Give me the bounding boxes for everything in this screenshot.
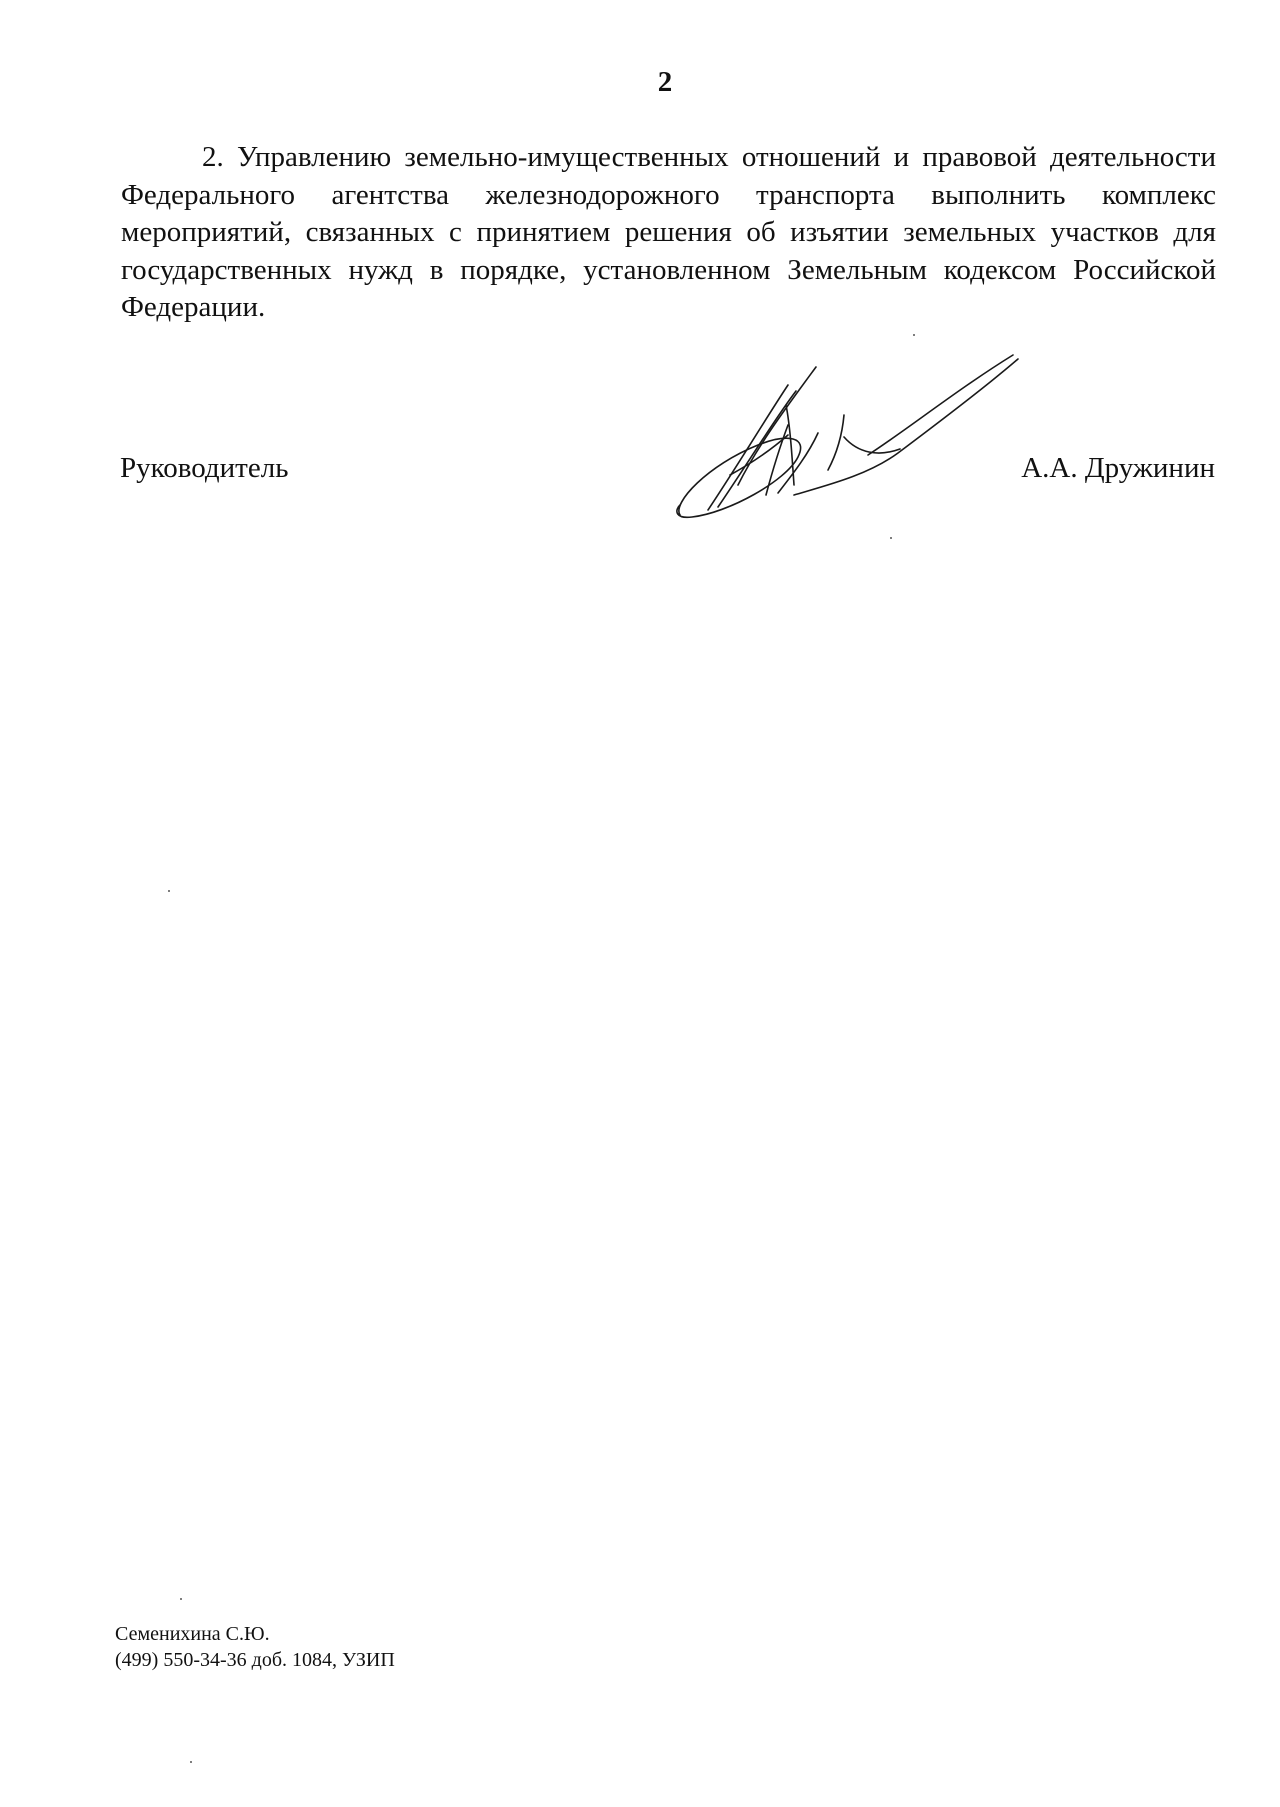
scan-speck bbox=[168, 890, 170, 892]
scan-speck bbox=[913, 334, 915, 336]
executor-name: Семенихина С.Ю. bbox=[115, 1623, 270, 1645]
scan-speck bbox=[890, 537, 892, 539]
scan-speck bbox=[180, 1598, 182, 1600]
signatory-name: А.А. Дружинин bbox=[1021, 452, 1215, 484]
signatory-title: Руководитель bbox=[120, 452, 289, 484]
page-number: 2 bbox=[657, 66, 673, 98]
handwritten-signature bbox=[668, 345, 1028, 525]
scan-speck bbox=[190, 1761, 192, 1763]
body-paragraph: 2. Управлению земельно-имущественных отношений и правовой деятельности Федерального агентства железнодорожного транспорта выполнить комплекс мероприятий, связанных с принятием решения об изъятии земельных участков для государственных нужд в порядке, установленном Земельным кодексом Российской Федерации. bbox=[121, 141, 1216, 323]
executor-contact: (499) 550-34-36 доб. 1084, УЗИП bbox=[115, 1649, 395, 1671]
